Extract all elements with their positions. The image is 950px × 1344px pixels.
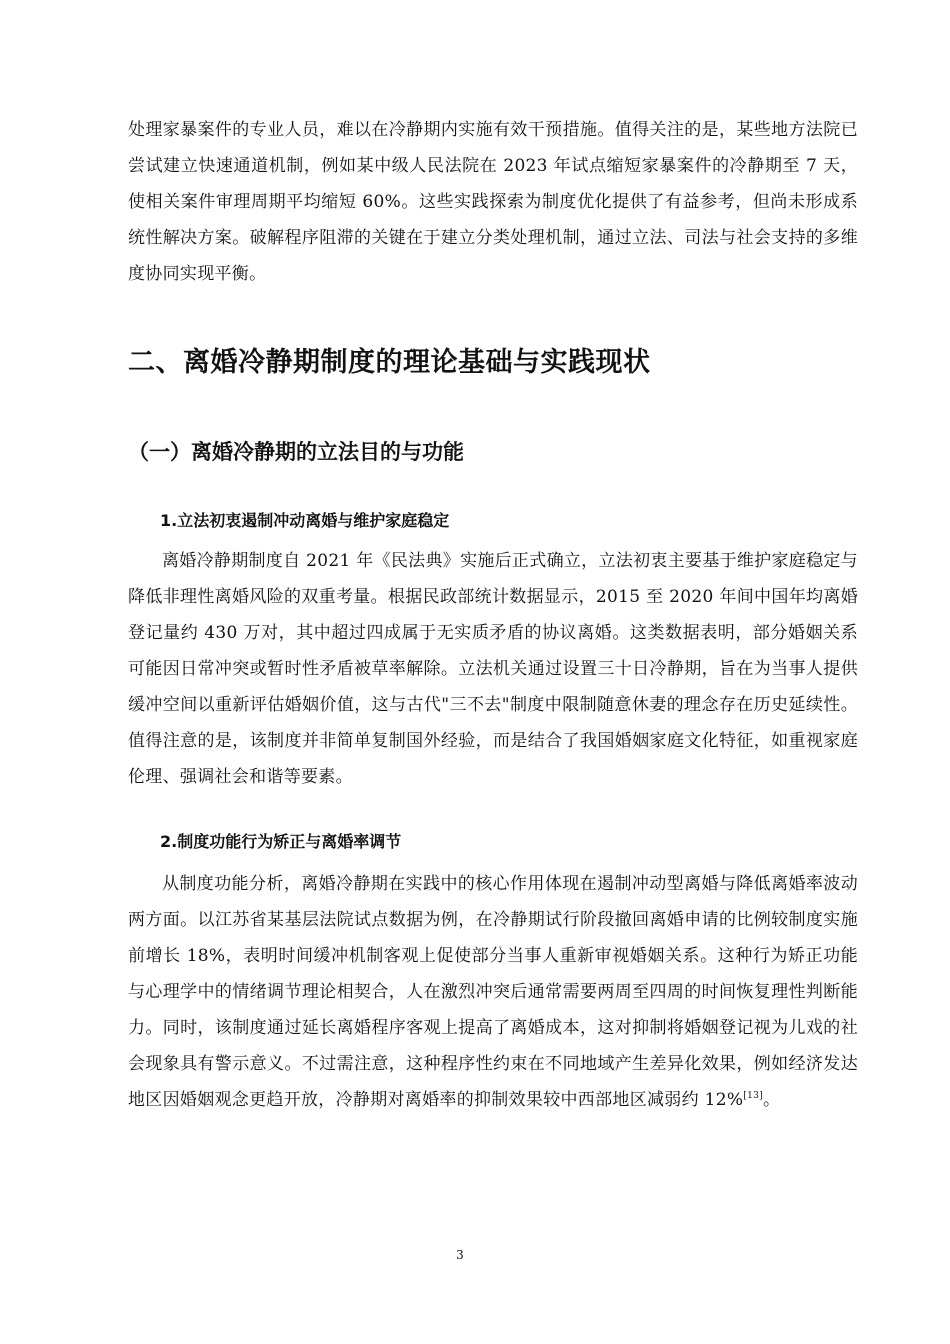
subsection-heading-1: 1.立法初衷遏制冲动离婚与维护家庭稳定 [160,511,450,530]
page-number: 3 [456,1248,464,1262]
subsection-paragraph-1: 离婚冷静期制度自 2021 年《民法典》实施后正式确立，立法初衷主要基于维护家庭稳定与降低非理性离婚风险的双重考量。根据民政部统计数据显示，2015 至 2020 年间中国年均离婚登记量约 430 万对，其中超过四成属于无实质矛盾的协议离婚。这类数据表明，部分婚姻关系可能因日常冲突或暂时性矛盾被草率解除。立法机关通过设置三十日冷静期，旨在为当事人提供缓冲空间以重新评估婚姻价值，这与古代"三不去"制度中限制随意休妻的理念存在历史延续性。值得注意的是，该制度并非简单复制国外经验，而是结合了我国婚姻家庭文化特征，如重视家庭伦理、强调社会和谐等要素。 [128,551,858,787]
subsection-title: （一）离婚冷静期的立法目的与功能 [128,440,464,464]
paragraph-2-text: 从制度功能分析，离婚冷静期在实践中的核心作用体现在遏制冲动型离婚与降低离婚率波动两方面。以江苏省某基层法院试点数据为例，在冷静期试行阶段撤回离婚申请的比例较制度实施前增长 18%，表明时间缓冲机制客观上促使部分当事人重新审视婚姻关系。这种行为矫正功能与心理学中的情绪调节理论相契合，人在激烈冲突后通常需要两周至四周的时间恢复理性判断能力。同时，该制度通过延长离婚程序客观上提高了离婚成本，这对抑制将婚姻登记视为儿戏的社会现象具有警示意义。不过需注意，这种程序性约束在不同地域产生差异化效果，例如经济发达地区因婚姻观念更趋开放，冷静期对离婚率的抑制效果较中西部地区减弱约 12% [128,874,858,1110]
intro-paragraph: 处理家暴案件的专业人员，难以在冷静期内实施有效干预措施。值得关注的是，某些地方法院已尝试建立快速通道机制，例如某中级人民法院在 2023 年试点缩短家暴案件的冷静期至 7 天，使相关案件审理周期平均缩短 60%。这些实践探索为制度优化提供了有益参考，但尚未形成系统性解决方案。破解程序阻滞的关键在于建立分类处理机制，通过立法、司法与社会支持的多维度协同实现平衡。 [128,120,858,284]
subsection-paragraph-2 [128,866,858,1118]
section-title: 二、离婚冷静期制度的理论基础与实践现状 [128,347,651,378]
subsection-heading-2: 2.制度功能行为矫正与离婚率调节 [160,832,402,851]
paragraph-2-end: 。 [762,1090,781,1110]
citation-marker: [13] [743,1091,763,1101]
